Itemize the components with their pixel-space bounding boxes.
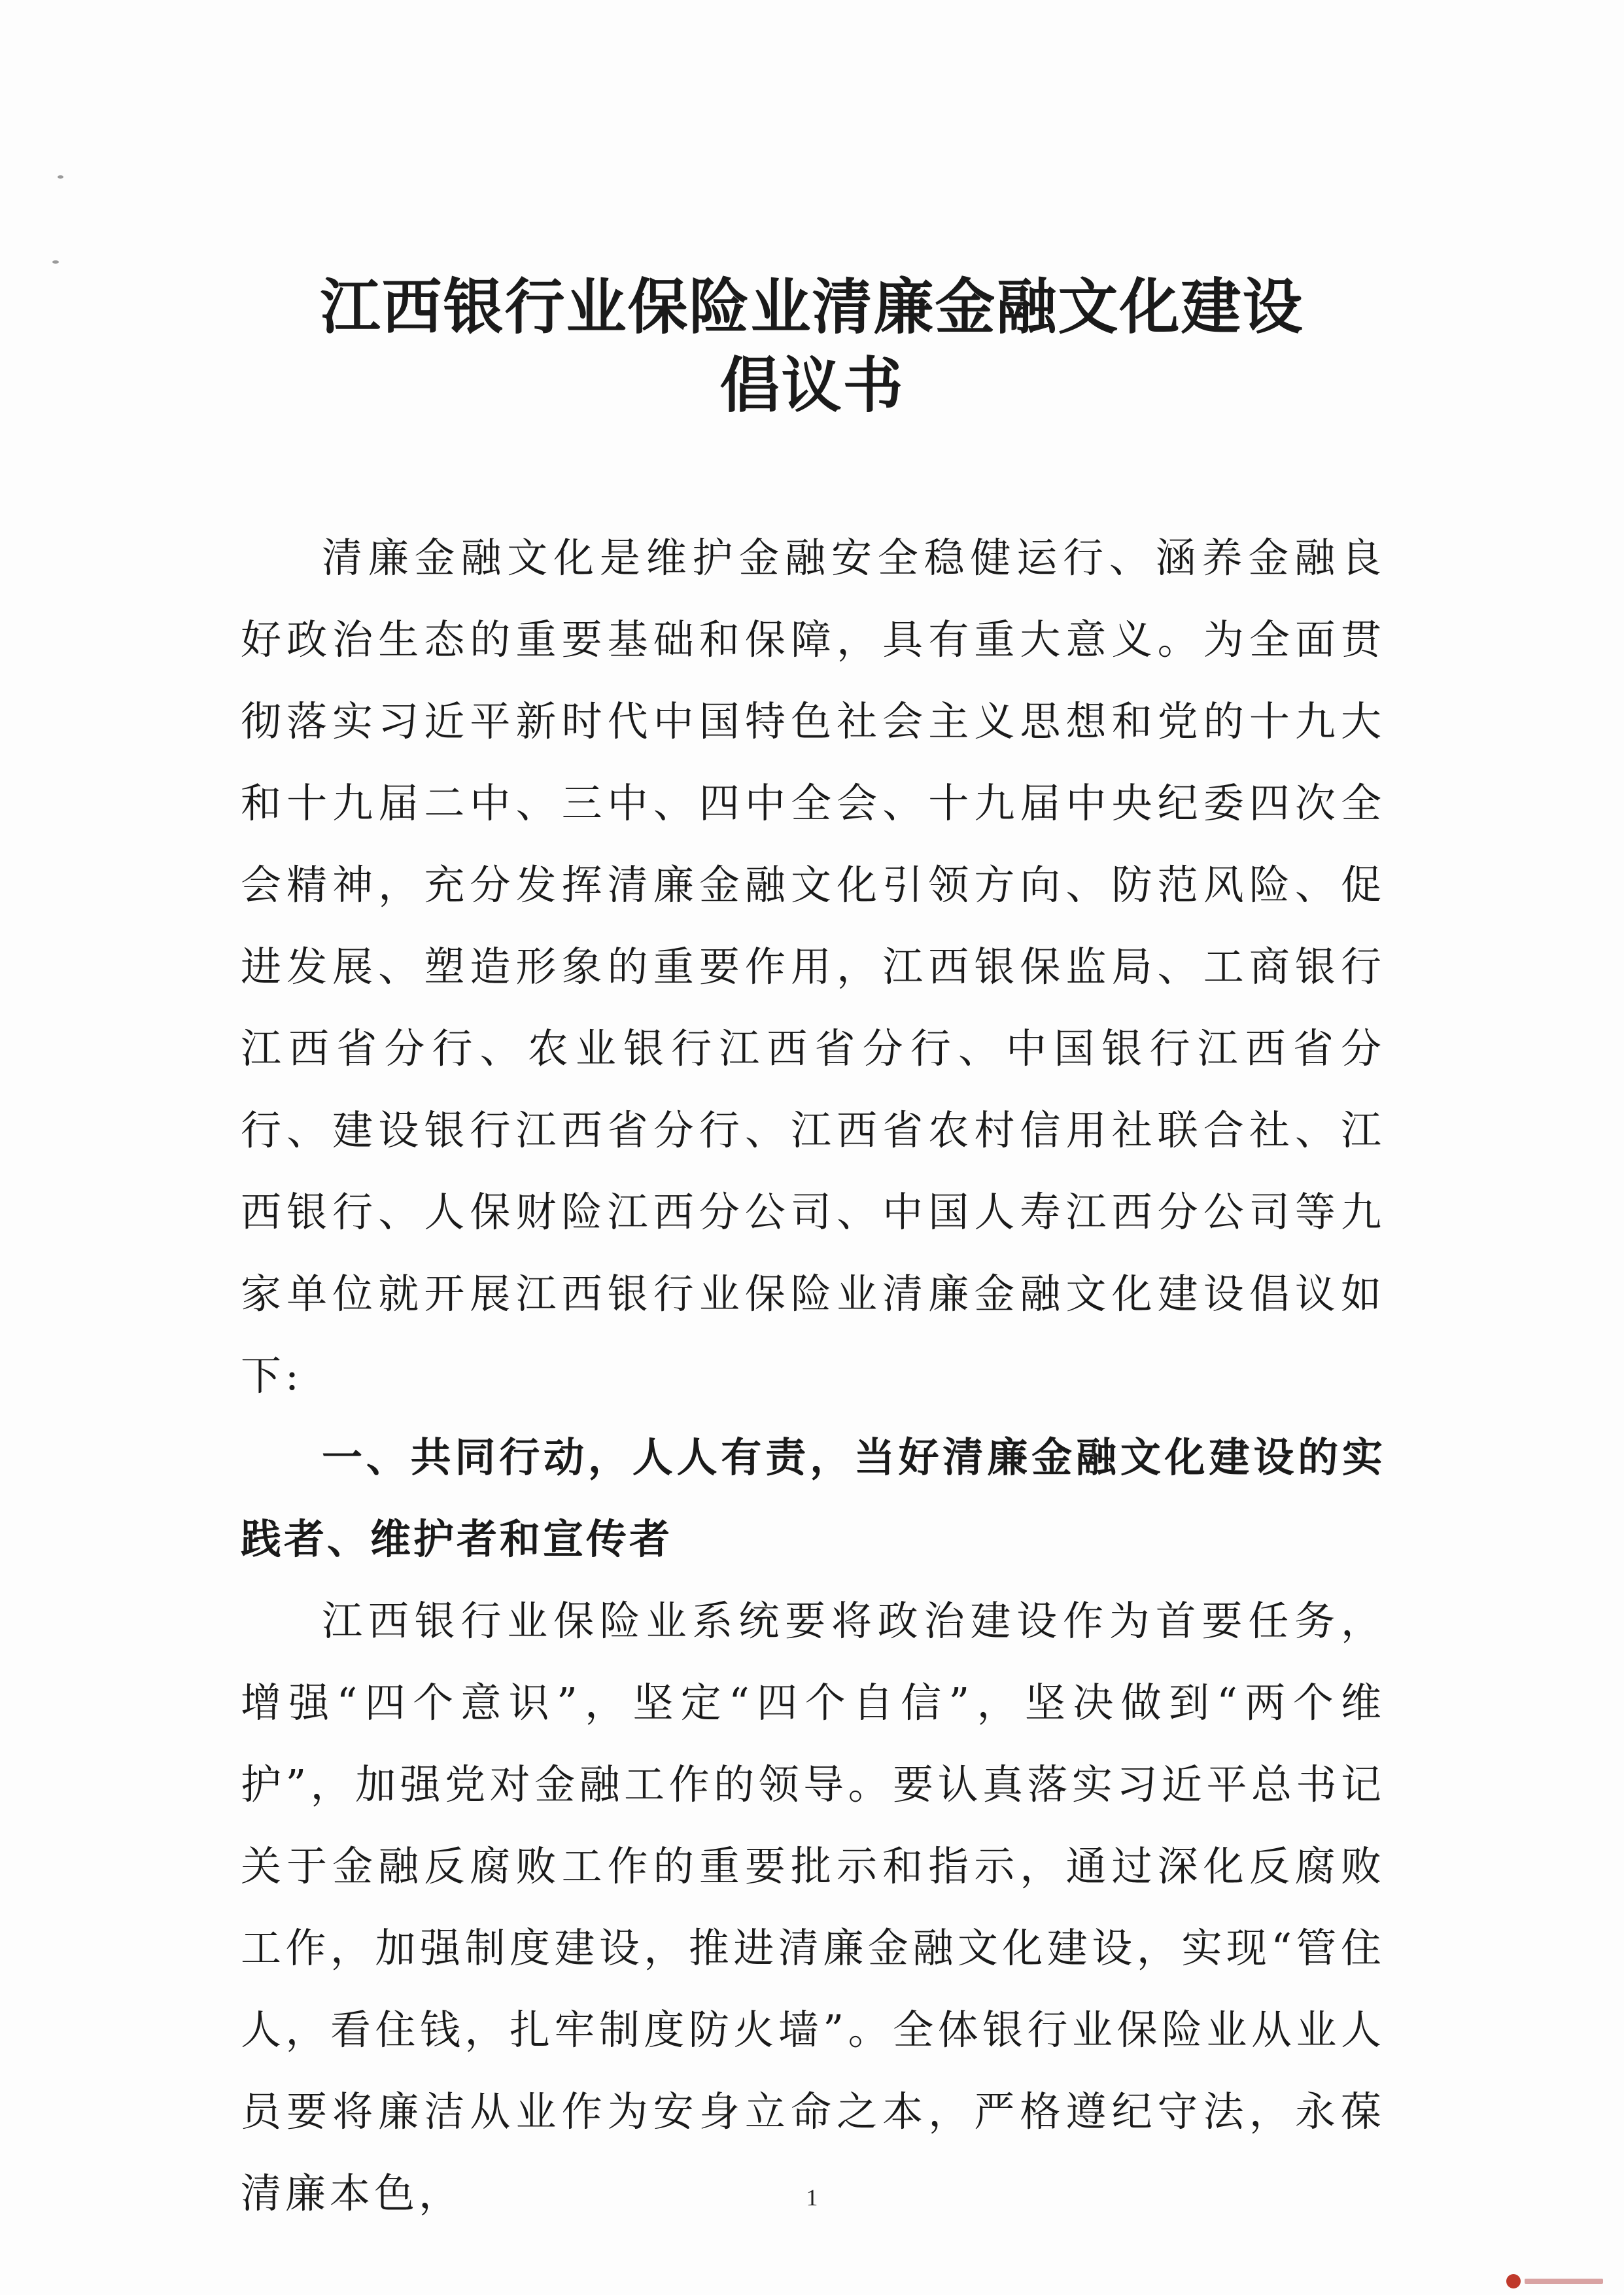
scan-speck xyxy=(58,175,63,179)
document-title-line-1: 江西银行业保险业清廉金融文化建设 xyxy=(320,272,1304,342)
corner-watermark-logo xyxy=(1506,2271,1611,2291)
watermark-text-graphic xyxy=(1525,2279,1603,2284)
section-heading-1: 一、共同行动，人人有责，当好清廉金融文化建设的实践者、维护者和宣传者 xyxy=(241,1433,1385,1563)
document-title-line-2: 倡议书 xyxy=(719,351,905,421)
watermark-logo-icon xyxy=(1506,2274,1521,2288)
section-1-paragraph: 江西银行业保险业系统要将政治建设作为首要任务，增强“四个意识”，坚定“四个自信”，坚决做到“两个维护”，加强党对金融工作的领导。要认真落实习近平总书记关于金融反腐败工作的重要批示和指示，通过深化反腐败工作，加强制度建设，推进清廉金融文化建设，实现“管住人，看住钱，扎牢制度防火墙”。全体银行业保险业从业人员要将廉洁从业作为安身立命之本，严格遵纪守法，永葆清廉本色， xyxy=(241,1597,1385,2217)
document-body xyxy=(241,517,1385,2234)
page-number: 1 xyxy=(806,2184,818,2211)
intro-paragraph: 清廉金融文化是维护金融安全稳健运行、涵养金融良好政治生态的重要基础和保障，具有重大意义。为全面贯彻落实习近平新时代中国特色社会主义思想和党的十九大和十九届二中、三中、四中全会、十九届中央纪委四次全会精神，充分发挥清廉金融文化引领方向、防范风险、促进发展、塑造形象的重要作用，江西银保监局、工商银行江西省分行、农业银行江西省分行、中国银行江西省分行、建设银行江西省分行、江西省农村信用社联合社、江西银行、人保财险江西分公司、中国人寿江西分公司等九家单位就开展江西银行业保险业清廉金融文化建设倡议如下: xyxy=(241,534,1385,1399)
scan-speck xyxy=(52,260,59,264)
